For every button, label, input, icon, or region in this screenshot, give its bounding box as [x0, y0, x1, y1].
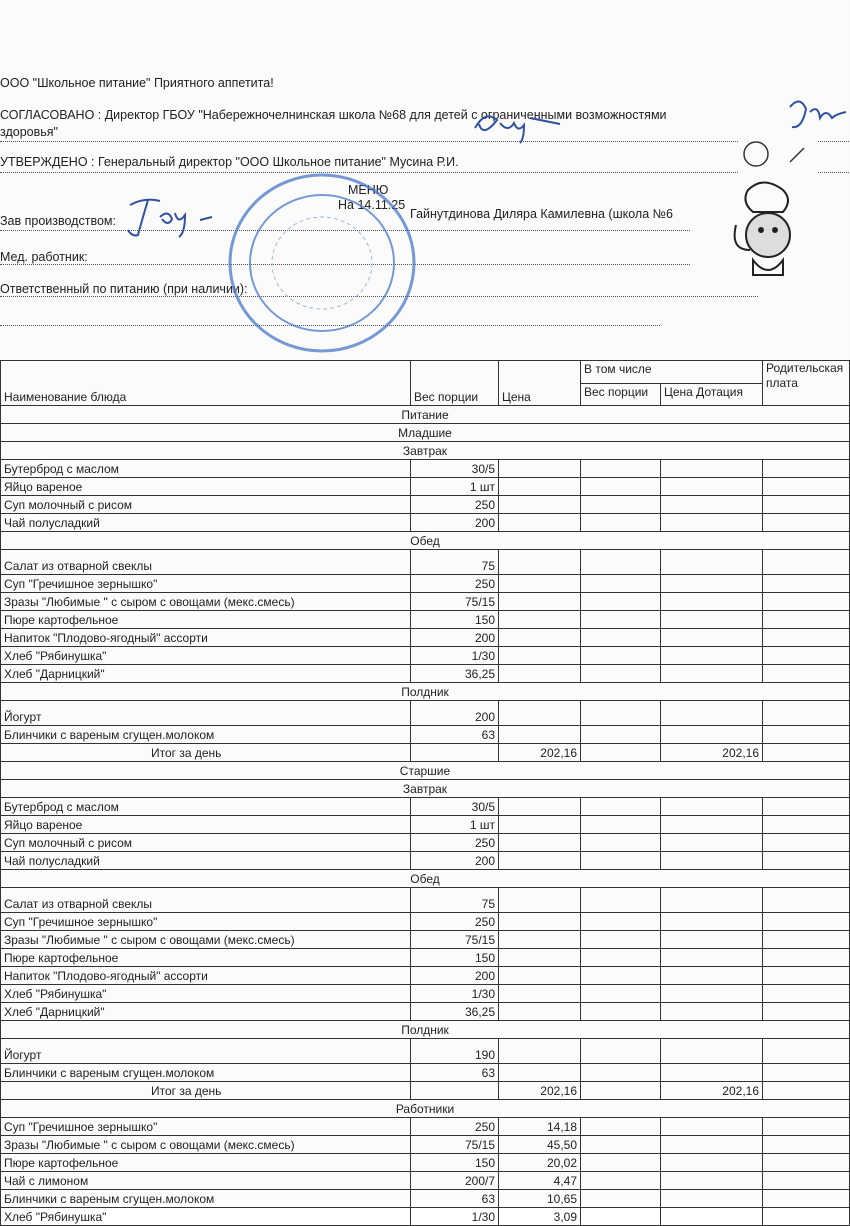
dish-price — [499, 496, 581, 514]
production-name: Гайнутдинова Диляра Камилевна (школа №6 — [410, 207, 673, 221]
dish-name: Пюре картофельное — [1, 1154, 411, 1172]
approved-line: УТВЕРЖДЕНО : Генеральный директор "ООО Школьное питание" Мусина Р.И. — [0, 155, 459, 169]
table-row — [1, 550, 850, 575]
table-row — [1, 852, 850, 870]
dish-weight: 1/30 — [411, 647, 499, 665]
total-weight — [411, 1082, 499, 1100]
total-dotation: 202,16 — [661, 744, 763, 762]
meal-heading: Обед — [1, 870, 850, 888]
parent-fee — [763, 913, 850, 931]
signature-line — [0, 141, 738, 142]
parent-fee — [763, 593, 850, 611]
dish-price — [499, 665, 581, 683]
company-line: ООО "Школьное питание" Приятного аппетита! — [0, 76, 274, 90]
total-parent-fee — [763, 744, 850, 762]
sub-dotation — [661, 726, 763, 744]
agreed-line-cont: здоровья" — [0, 125, 58, 139]
meal-heading: Полдник — [1, 1021, 850, 1039]
medic-label: Мед. работник: — [0, 250, 88, 264]
parent-fee — [763, 460, 850, 478]
parent-fee — [763, 550, 850, 575]
dish-weight: 200 — [411, 967, 499, 985]
dish-price — [499, 593, 581, 611]
dish-name: Блинчики с вареным сгущен.молоком — [1, 726, 411, 744]
sub-dotation — [661, 550, 763, 575]
sub-dotation — [661, 514, 763, 532]
sub-dotation — [661, 1136, 763, 1154]
col-sub-price-header: Цена Дотация — [661, 383, 763, 406]
dish-price — [499, 985, 581, 1003]
dish-weight: 250 — [411, 1118, 499, 1136]
dish-price: 10,65 — [499, 1190, 581, 1208]
dish-price — [499, 852, 581, 870]
dish-name: Йогурт — [1, 701, 411, 726]
parent-fee — [763, 1190, 850, 1208]
dish-price — [499, 816, 581, 834]
parent-fee — [763, 575, 850, 593]
sub-weight — [581, 550, 661, 575]
dish-name: Салат из отварной свеклы — [1, 550, 411, 575]
table-row — [1, 985, 850, 1003]
dish-weight: 75/15 — [411, 931, 499, 949]
dish-name: Суп "Гречишное зернышко" — [1, 913, 411, 931]
dish-price — [499, 834, 581, 852]
sub-weight — [581, 967, 661, 985]
sub-weight — [581, 888, 661, 913]
total-dotation: 202,16 — [661, 1082, 763, 1100]
dish-weight: 75/15 — [411, 593, 499, 611]
meal-heading: Обед — [1, 532, 850, 550]
dish-price — [499, 647, 581, 665]
col-price-header: Цена — [499, 361, 581, 406]
dish-weight: 150 — [411, 611, 499, 629]
dish-name: Суп "Гречишное зернышко" — [1, 575, 411, 593]
sub-dotation — [661, 967, 763, 985]
sub-weight — [581, 1039, 661, 1064]
parent-fee — [763, 1208, 850, 1226]
sub-dotation — [661, 460, 763, 478]
dish-name: Бутерброд с маслом — [1, 798, 411, 816]
sub-dotation — [661, 834, 763, 852]
dish-name: Хлеб "Дарницкий" — [1, 665, 411, 683]
sub-dotation — [661, 985, 763, 1003]
sub-dotation — [661, 629, 763, 647]
dish-price: 3,09 — [499, 1208, 581, 1226]
dish-weight: 1/30 — [411, 1208, 499, 1226]
meal-heading: Завтрак — [1, 442, 850, 460]
dish-price — [499, 1064, 581, 1082]
parent-fee — [763, 967, 850, 985]
school-stamp — [222, 168, 422, 358]
sub-weight — [581, 665, 661, 683]
sub-weight — [581, 913, 661, 931]
dish-name: Хлеб "Рябинушка" — [1, 985, 411, 1003]
dish-weight: 250 — [411, 834, 499, 852]
sub-weight — [581, 701, 661, 726]
sub-dotation — [661, 647, 763, 665]
dish-weight: 30/5 — [411, 798, 499, 816]
dish-name: Чай с лимоном — [1, 1172, 411, 1190]
dish-price: 20,02 — [499, 1154, 581, 1172]
table-row — [1, 701, 850, 726]
dish-price — [499, 931, 581, 949]
dish-weight: 36,25 — [411, 665, 499, 683]
table-title: Питание — [1, 406, 850, 424]
group-heading: Младшие — [1, 424, 850, 442]
dish-weight: 200 — [411, 629, 499, 647]
sub-weight — [581, 478, 661, 496]
production-signature — [120, 195, 220, 240]
total-label: Итог за день — [1, 1082, 411, 1100]
dish-name: Суп молочный с рисом — [1, 496, 411, 514]
dish-weight: 200 — [411, 701, 499, 726]
dish-name: Яйцо вареное — [1, 478, 411, 496]
dish-price — [499, 888, 581, 913]
total-weight — [411, 744, 499, 762]
dish-name: Суп "Гречишное зернышко" — [1, 1118, 411, 1136]
dish-weight: 75 — [411, 888, 499, 913]
dish-price — [499, 1003, 581, 1021]
table-row — [1, 665, 850, 683]
table-row — [1, 949, 850, 967]
dish-name: Суп молочный с рисом — [1, 834, 411, 852]
approval-signatures — [740, 92, 849, 182]
total-sub-weight — [581, 744, 661, 762]
parent-fee — [763, 647, 850, 665]
sub-dotation — [661, 888, 763, 913]
table-row — [1, 496, 850, 514]
sub-dotation — [661, 931, 763, 949]
dish-weight: 30/5 — [411, 460, 499, 478]
table-row — [1, 913, 850, 931]
parent-fee — [763, 834, 850, 852]
parent-fee — [763, 496, 850, 514]
dish-weight: 75/15 — [411, 1136, 499, 1154]
dish-weight: 200 — [411, 514, 499, 532]
dish-price — [499, 629, 581, 647]
sub-dotation — [661, 816, 763, 834]
sub-dotation — [661, 1003, 763, 1021]
parent-fee — [763, 514, 850, 532]
table-row — [1, 1118, 850, 1136]
sub-dotation — [661, 575, 763, 593]
sub-dotation — [661, 1172, 763, 1190]
col-sub-weight-header: Вес порции — [581, 383, 661, 406]
sub-weight — [581, 1118, 661, 1136]
chef-mascot-icon — [728, 180, 803, 280]
parent-fee — [763, 665, 850, 683]
dish-name: Бутерброд с маслом — [1, 460, 411, 478]
dish-weight: 1 шт — [411, 816, 499, 834]
dish-name: Салат из отварной свеклы — [1, 888, 411, 913]
dish-weight: 1 шт — [411, 478, 499, 496]
agreed-line: СОГЛАСОВАНО : Директор ГБОУ "Набережночелнинская школа №68 для детей с ограниченными возможностями — [0, 108, 667, 122]
total-price: 202,16 — [499, 1082, 581, 1100]
total-price: 202,16 — [499, 744, 581, 762]
menu-date: На 14.11.25 — [338, 198, 406, 212]
sub-dotation — [661, 1190, 763, 1208]
dish-price — [499, 949, 581, 967]
sub-weight — [581, 1136, 661, 1154]
sub-weight — [581, 514, 661, 532]
sub-dotation — [661, 798, 763, 816]
table-row — [1, 593, 850, 611]
sub-weight — [581, 1208, 661, 1226]
parent-fee — [763, 949, 850, 967]
dish-weight: 63 — [411, 726, 499, 744]
dish-name: Йогурт — [1, 1039, 411, 1064]
menu-title: МЕНЮ — [348, 183, 389, 197]
meal-heading: Завтрак — [1, 780, 850, 798]
dish-name: Хлеб "Рябинушка" — [1, 1208, 411, 1226]
sub-dotation — [661, 478, 763, 496]
dish-weight: 150 — [411, 949, 499, 967]
parent-fee — [763, 1172, 850, 1190]
table-row — [1, 1172, 850, 1190]
dish-price — [499, 514, 581, 532]
sub-weight — [581, 798, 661, 816]
production-label: Зав производством: — [0, 214, 116, 228]
total-sub-weight — [581, 1082, 661, 1100]
col-parent-header: Родительская плата — [763, 361, 850, 406]
col-name-header: Наименование блюда — [1, 361, 411, 406]
dish-name: Напиток "Плодово-ягодный" ассорти — [1, 629, 411, 647]
sub-weight — [581, 834, 661, 852]
dish-weight: 1/30 — [411, 985, 499, 1003]
parent-fee — [763, 611, 850, 629]
sub-dotation — [661, 1154, 763, 1172]
sub-dotation — [661, 1064, 763, 1082]
parent-fee — [763, 701, 850, 726]
dish-price — [499, 611, 581, 629]
sub-dotation — [661, 496, 763, 514]
sub-dotation — [661, 852, 763, 870]
col-including-header: В том числе — [581, 361, 763, 384]
dish-weight: 190 — [411, 1039, 499, 1064]
dish-name: Чай полусладкий — [1, 514, 411, 532]
dish-name: Зразы "Любимые " с сыром с овощами (мекс.смесь) — [1, 931, 411, 949]
sub-dotation — [661, 1208, 763, 1226]
table-row — [1, 514, 850, 532]
parent-fee — [763, 931, 850, 949]
meal-heading: Полдник — [1, 683, 850, 701]
sub-weight — [581, 1190, 661, 1208]
dish-price — [499, 798, 581, 816]
table-row — [1, 888, 850, 913]
dish-price — [499, 967, 581, 985]
dish-price — [499, 913, 581, 931]
sub-weight — [581, 852, 661, 870]
parent-fee — [763, 985, 850, 1003]
table-row — [1, 1136, 850, 1154]
table-row — [1, 1154, 850, 1172]
table-row — [1, 726, 850, 744]
dish-price: 4,47 — [499, 1172, 581, 1190]
dish-weight: 63 — [411, 1190, 499, 1208]
parent-fee — [763, 1003, 850, 1021]
sub-dotation — [661, 611, 763, 629]
responsible-label: Ответственный по питанию (при наличии): — [0, 282, 248, 296]
parent-fee — [763, 726, 850, 744]
group-heading: Работники — [1, 1100, 850, 1118]
total-row — [1, 1082, 850, 1100]
sub-weight — [581, 629, 661, 647]
total-row — [1, 744, 850, 762]
sub-weight — [581, 985, 661, 1003]
dish-weight: 200/7 — [411, 1172, 499, 1190]
table-row — [1, 834, 850, 852]
dish-name: Пюре картофельное — [1, 949, 411, 967]
dish-weight: 200 — [411, 852, 499, 870]
sub-dotation — [661, 949, 763, 967]
sub-weight — [581, 949, 661, 967]
sub-weight — [581, 931, 661, 949]
parent-fee — [763, 1118, 850, 1136]
dish-weight: 250 — [411, 575, 499, 593]
dish-price — [499, 550, 581, 575]
dish-price — [499, 460, 581, 478]
table-row — [1, 1190, 850, 1208]
table-row — [1, 1003, 850, 1021]
dish-weight: 150 — [411, 1154, 499, 1172]
sub-dotation — [661, 1039, 763, 1064]
sub-weight — [581, 593, 661, 611]
col-weight-header: Вес порции — [411, 361, 499, 406]
dish-price — [499, 478, 581, 496]
sub-weight — [581, 496, 661, 514]
sub-dotation — [661, 913, 763, 931]
parent-fee — [763, 629, 850, 647]
dish-name: Хлеб "Дарницкий" — [1, 1003, 411, 1021]
dish-name: Пюре картофельное — [1, 611, 411, 629]
dish-name: Яйцо вареное — [1, 816, 411, 834]
menu-table — [0, 360, 850, 1226]
parent-fee — [763, 816, 850, 834]
sub-weight — [581, 460, 661, 478]
dish-price: 14,18 — [499, 1118, 581, 1136]
dish-price: 45,50 — [499, 1136, 581, 1154]
dish-name: Зразы "Любимые " с сыром с овощами (мекс.смесь) — [1, 593, 411, 611]
sub-dotation — [661, 593, 763, 611]
parent-fee — [763, 1039, 850, 1064]
parent-fee — [763, 478, 850, 496]
table-row — [1, 647, 850, 665]
dish-price — [499, 1039, 581, 1064]
table-row — [1, 967, 850, 985]
table-row — [1, 1208, 850, 1226]
dish-name: Чай полусладкий — [1, 852, 411, 870]
table-row — [1, 798, 850, 816]
dish-weight: 63 — [411, 1064, 499, 1082]
parent-fee — [763, 798, 850, 816]
parent-fee — [763, 1136, 850, 1154]
dish-name: Блинчики с вареным сгущен.молоком — [1, 1064, 411, 1082]
dish-weight: 36,25 — [411, 1003, 499, 1021]
sub-weight — [581, 575, 661, 593]
dish-weight: 250 — [411, 496, 499, 514]
sub-weight — [581, 611, 661, 629]
table-row — [1, 575, 850, 593]
total-parent-fee — [763, 1082, 850, 1100]
table-row — [1, 931, 850, 949]
director-signature — [470, 108, 570, 143]
sub-weight — [581, 816, 661, 834]
dish-weight: 75 — [411, 550, 499, 575]
table-row — [1, 1064, 850, 1082]
parent-fee — [763, 1064, 850, 1082]
sub-weight — [581, 1172, 661, 1190]
sub-weight — [581, 1003, 661, 1021]
dish-price — [499, 726, 581, 744]
total-label: Итог за день — [1, 744, 411, 762]
sub-weight — [581, 1154, 661, 1172]
table-row — [1, 629, 850, 647]
sub-weight — [581, 726, 661, 744]
table-row — [1, 611, 850, 629]
sub-weight — [581, 647, 661, 665]
table-row — [1, 816, 850, 834]
dish-name: Зразы "Любимые " с сыром с овощами (мекс.смесь) — [1, 1136, 411, 1154]
sub-dotation — [661, 1118, 763, 1136]
sub-weight — [581, 1064, 661, 1082]
sub-dotation — [661, 665, 763, 683]
sub-dotation — [661, 701, 763, 726]
dish-price — [499, 575, 581, 593]
dish-name: Хлеб "Рябинушка" — [1, 647, 411, 665]
parent-fee — [763, 1154, 850, 1172]
table-row — [1, 478, 850, 496]
group-heading: Старшие — [1, 762, 850, 780]
dish-name: Напиток "Плодово-ягодный" ассорти — [1, 967, 411, 985]
table-row — [1, 1039, 850, 1064]
dish-weight: 250 — [411, 913, 499, 931]
table-row — [1, 460, 850, 478]
parent-fee — [763, 852, 850, 870]
dish-name: Блинчики с вареным сгущен.молоком — [1, 1190, 411, 1208]
dish-price — [499, 701, 581, 726]
parent-fee — [763, 888, 850, 913]
